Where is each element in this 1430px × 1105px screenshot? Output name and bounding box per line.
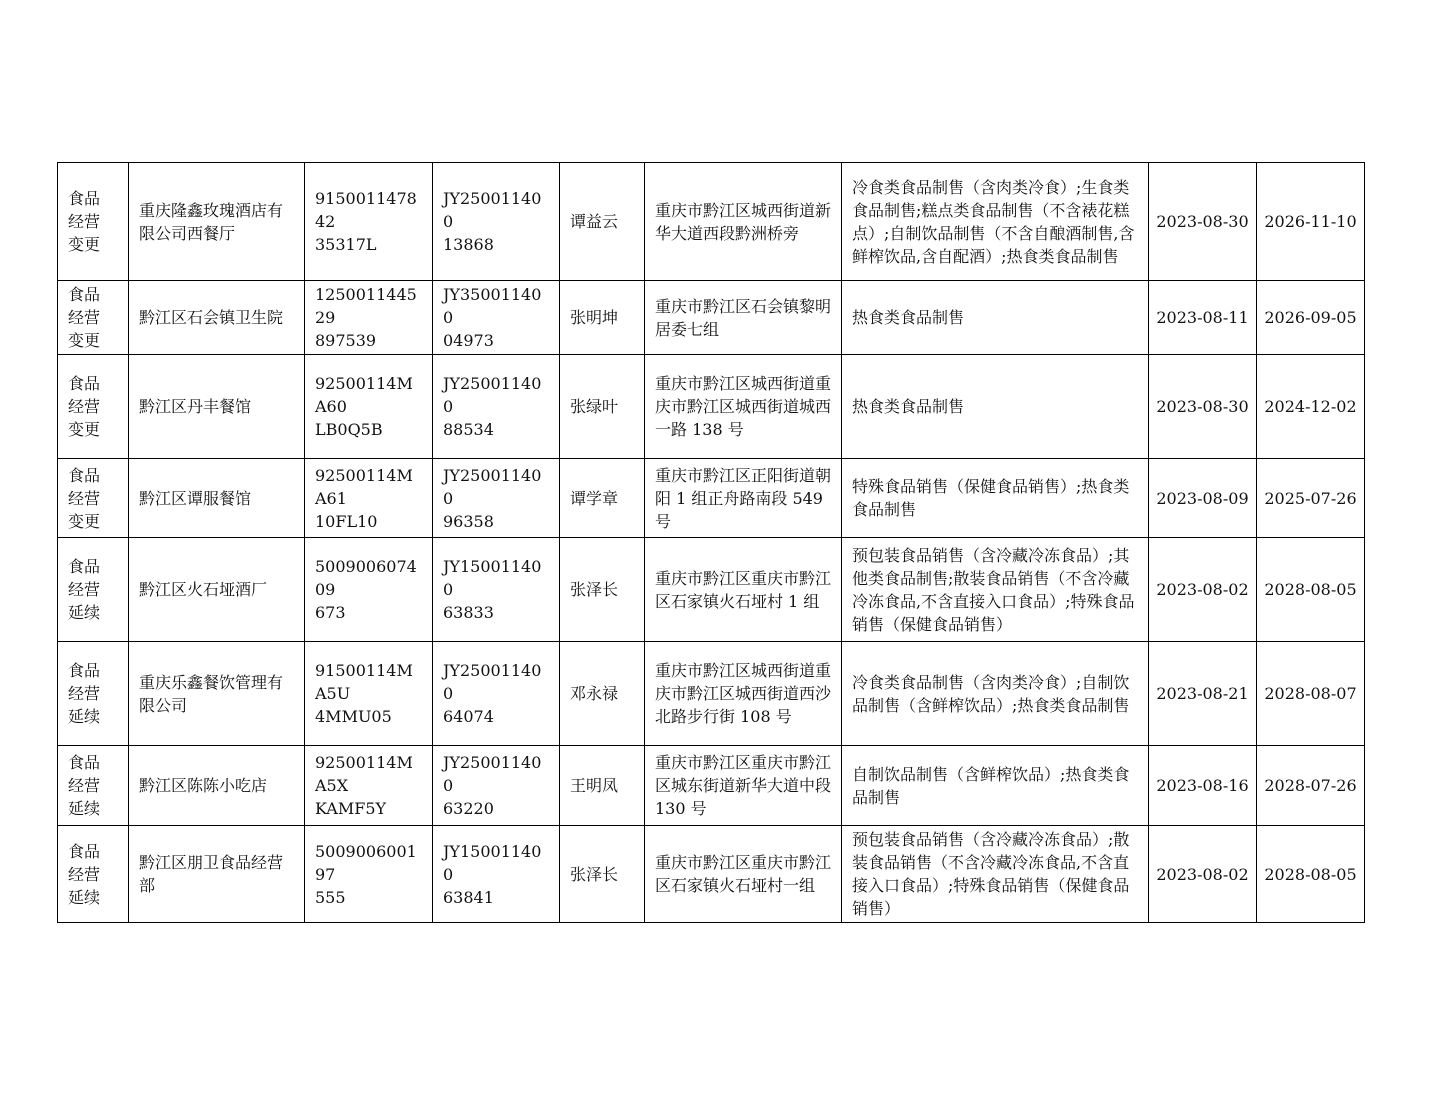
cell-issue-date: 2023-08-09 <box>1149 459 1257 538</box>
cell-business-name: 黔江区朋卫食品经营部 <box>129 826 305 923</box>
cell-legal-person: 谭学章 <box>560 459 645 538</box>
cell-issue-date: 2023-08-30 <box>1149 355 1257 459</box>
records-body <box>58 163 1365 923</box>
cell-business-scope: 冷食类食品制售（含肉类冷食）;生食类食品制售;糕点类食品制售（不含裱花糕点）;自制饮品制售（不含自酿酒制售,含鲜榨饮品,含自配酒）;热食类食品制售 <box>842 163 1149 281</box>
cell-address: 重庆市黔江区城西街道新华大道西段黔洲桥旁 <box>645 163 842 281</box>
cell-license-type: 食品 经营 变更 <box>58 355 129 459</box>
cell-business-scope: 冷食类食品制售（含肉类冷食）;自制饮品制售（含鲜榨饮品）;热食类食品制售 <box>842 642 1149 746</box>
cell-address: 重庆市黔江区城西街道重庆市黔江区城西街道西沙北路步行街 108 号 <box>645 642 842 746</box>
cell-license-number: JY250011400 63220 <box>433 746 560 826</box>
table-row <box>58 163 1365 281</box>
cell-license-number: JY150011400 63841 <box>433 826 560 923</box>
table-row <box>58 355 1365 459</box>
cell-business-name: 黔江区谭服餐馆 <box>129 459 305 538</box>
cell-expiry-date: 2026-09-05 <box>1257 281 1365 355</box>
cell-license-type: 食品 经营 变更 <box>58 163 129 281</box>
cell-license-number: JY250011400 88534 <box>433 355 560 459</box>
cell-legal-person: 谭益云 <box>560 163 645 281</box>
records-table <box>57 162 1365 923</box>
cell-business-scope: 热食类食品制售 <box>842 281 1149 355</box>
cell-credit-code: 500900607409 673 <box>305 538 433 642</box>
cell-license-number: JY250011400 64074 <box>433 642 560 746</box>
cell-expiry-date: 2025-07-26 <box>1257 459 1365 538</box>
cell-license-number: JY350011400 04973 <box>433 281 560 355</box>
table-row <box>58 459 1365 538</box>
cell-license-type: 食品 经营 延续 <box>58 746 129 826</box>
cell-legal-person: 王明凤 <box>560 746 645 826</box>
cell-business-scope: 预包装食品销售（含冷藏冷冻食品）;散装食品销售（不含冷藏冷冻食品,不含直接入口食品）;特殊食品销售（保健食品销售） <box>842 826 1149 923</box>
cell-credit-code: 91500114MA5U 4MMU05 <box>305 642 433 746</box>
cell-license-type: 食品 经营 变更 <box>58 281 129 355</box>
cell-business-scope: 自制饮品制售（含鲜榨饮品）;热食类食品制售 <box>842 746 1149 826</box>
cell-business-scope: 热食类食品制售 <box>842 355 1149 459</box>
cell-address: 重庆市黔江区重庆市黔江区石家镇火石垭村 1 组 <box>645 538 842 642</box>
cell-expiry-date: 2028-08-05 <box>1257 826 1365 923</box>
cell-business-name: 重庆乐鑫餐饮管理有限公司 <box>129 642 305 746</box>
cell-legal-person: 张绿叶 <box>560 355 645 459</box>
cell-issue-date: 2023-08-02 <box>1149 538 1257 642</box>
cell-license-type: 食品 经营 延续 <box>58 826 129 923</box>
table-row <box>58 746 1365 826</box>
table-row <box>58 642 1365 746</box>
cell-license-number: JY150011400 63833 <box>433 538 560 642</box>
cell-address: 重庆市黔江区重庆市黔江区石家镇火石垭村一组 <box>645 826 842 923</box>
cell-business-name: 重庆隆鑫玫瑰酒店有限公司西餐厅 <box>129 163 305 281</box>
cell-credit-code: 500900600197 555 <box>305 826 433 923</box>
cell-expiry-date: 2028-08-07 <box>1257 642 1365 746</box>
cell-license-type: 食品 经营 延续 <box>58 538 129 642</box>
cell-license-type: 食品 经营 延续 <box>58 642 129 746</box>
cell-credit-code: 92500114MA61 10FL10 <box>305 459 433 538</box>
cell-address: 重庆市黔江区石会镇黎明居委七组 <box>645 281 842 355</box>
cell-business-name: 黔江区丹丰餐馆 <box>129 355 305 459</box>
table-row <box>58 826 1365 923</box>
cell-business-name: 黔江区陈陈小吃店 <box>129 746 305 826</box>
cell-issue-date: 2023-08-02 <box>1149 826 1257 923</box>
table-row <box>58 538 1365 642</box>
cell-business-name: 黔江区火石垭酒厂 <box>129 538 305 642</box>
cell-legal-person: 张泽长 <box>560 538 645 642</box>
cell-issue-date: 2023-08-16 <box>1149 746 1257 826</box>
cell-issue-date: 2023-08-21 <box>1149 642 1257 746</box>
cell-credit-code: 125001144529 897539 <box>305 281 433 355</box>
cell-business-scope: 预包装食品销售（含冷藏冷冻食品）;其他类食品制售;散装食品销售（不含冷藏冷冻食品,不含直接入口食品）;特殊食品销售（保健食品销售） <box>842 538 1149 642</box>
cell-expiry-date: 2024-12-02 <box>1257 355 1365 459</box>
cell-issue-date: 2023-08-11 <box>1149 281 1257 355</box>
cell-address: 重庆市黔江区重庆市黔江区城东街道新华大道中段 130 号 <box>645 746 842 826</box>
cell-license-type: 食品 经营 变更 <box>58 459 129 538</box>
cell-credit-code: 92500114MA60 LB0Q5B <box>305 355 433 459</box>
cell-expiry-date: 2026-11-10 <box>1257 163 1365 281</box>
cell-credit-code: 92500114MA5X KAMF5Y <box>305 746 433 826</box>
cell-address: 重庆市黔江区正阳街道朝阳 1 组正舟路南段 549 号 <box>645 459 842 538</box>
cell-expiry-date: 2028-07-26 <box>1257 746 1365 826</box>
cell-address: 重庆市黔江区城西街道重庆市黔江区城西街道城西一路 138 号 <box>645 355 842 459</box>
cell-legal-person: 张明坤 <box>560 281 645 355</box>
table-row <box>58 281 1365 355</box>
cell-business-scope: 特殊食品销售（保健食品销售）;热食类食品制售 <box>842 459 1149 538</box>
cell-business-name: 黔江区石会镇卫生院 <box>129 281 305 355</box>
cell-expiry-date: 2028-08-05 <box>1257 538 1365 642</box>
cell-issue-date: 2023-08-30 <box>1149 163 1257 281</box>
cell-legal-person: 张泽长 <box>560 826 645 923</box>
cell-credit-code: 915001147842 35317L <box>305 163 433 281</box>
cell-license-number: JY250011400 96358 <box>433 459 560 538</box>
cell-legal-person: 邓永禄 <box>560 642 645 746</box>
cell-license-number: JY250011400 13868 <box>433 163 560 281</box>
